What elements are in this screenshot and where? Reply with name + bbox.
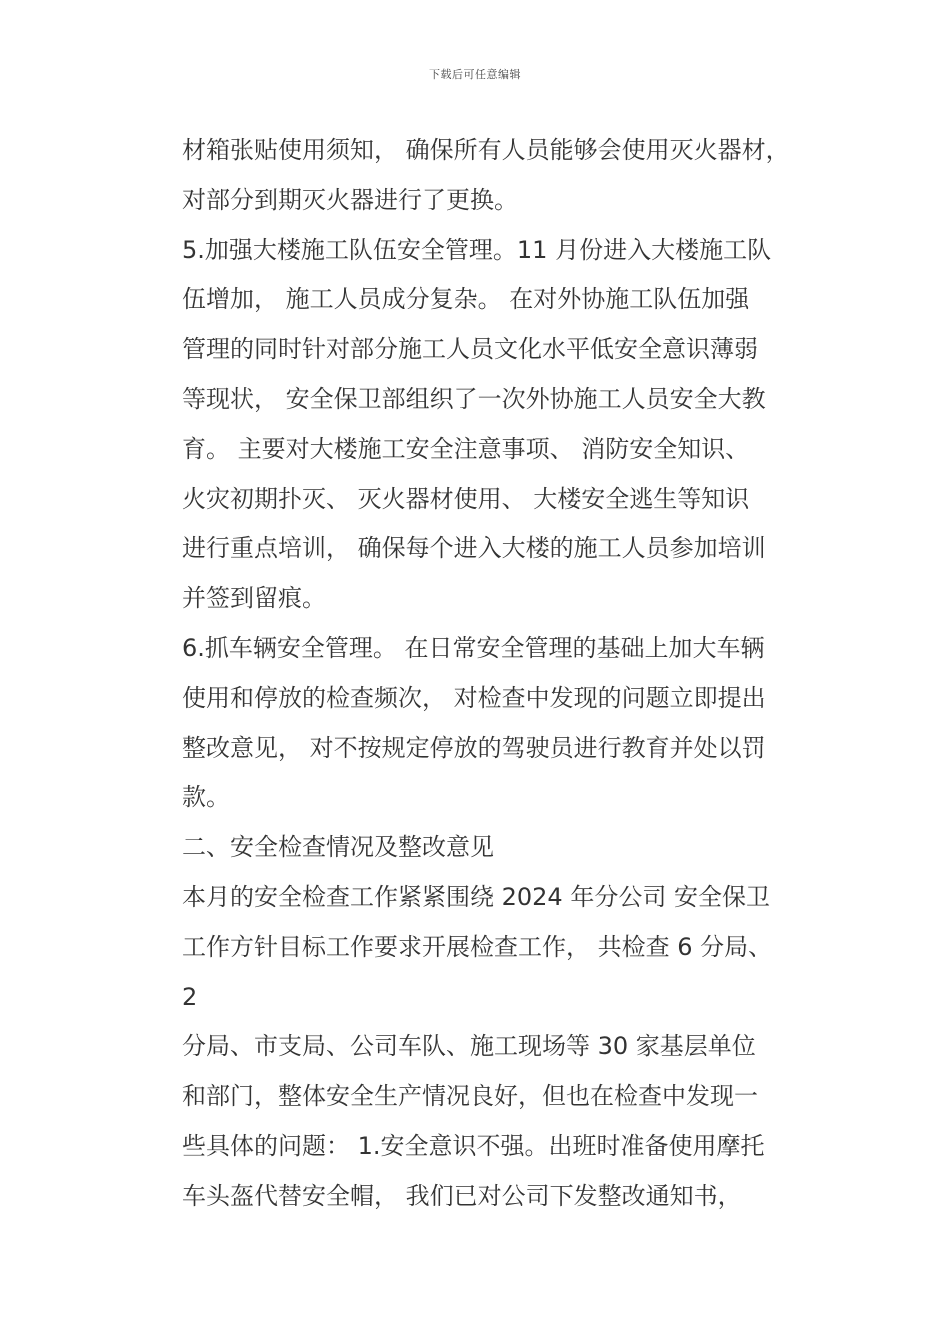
- text-line: 并签到留痕。: [182, 584, 326, 613]
- text-line: 整改意见， 对不按规定停放的驾驶员进行教育并处以罚: [182, 733, 766, 762]
- text-line: 对部分到期灭火器进行了更换。: [182, 185, 518, 214]
- text-line: 管理的同时针对部分施工人员文化水平低安全意识薄弱: [182, 335, 758, 364]
- text-line: 火灾初期扑灭、 灭火器材使用、 大楼安全逃生等知识: [182, 484, 750, 513]
- text-line: 使用和停放的检查频次， 对检查中发现的问题立即提出: [182, 683, 766, 712]
- text-line: 些具体的问题： 1.安全意识不强。出班时准备使用摩托: [182, 1131, 765, 1160]
- text-line: 伍增加， 施工人员成分复杂。 在对外协施工队伍加强: [182, 285, 750, 314]
- text-line: 本月的安全检查工作紧紧围绕 2024 年分公司 安全保卫: [182, 882, 770, 911]
- text-line: 5.加强大楼施工队伍安全管理。11 月份进入大楼施工队: [182, 235, 772, 264]
- text-line: 和部门，整体安全生产情况良好，但也在检查中发现一: [182, 1082, 758, 1111]
- text-line: 等现状， 安全保卫部组织了一次外协施工人员安全大教: [182, 384, 766, 413]
- text-line: 工作方针目标工作要求开展检查工作， 共检查 6 分局、: [182, 932, 773, 961]
- text-line: 育。 主要对大楼施工安全注意事项、 消防安全知识、: [182, 434, 750, 463]
- text-line: 进行重点培训， 确保每个进入大楼的施工人员参加培训: [182, 534, 766, 563]
- text-line: 分局、市支局、公司车队、施工现场等 30 家基层单位: [182, 1032, 756, 1061]
- text-line: 材箱张贴使用须知， 确保所有人员能够会使用灭火器材，: [182, 136, 790, 164]
- text-line: 款。: [182, 783, 230, 812]
- document-body: [182, 126, 822, 1222]
- text-line: 2: [182, 982, 198, 1011]
- section-heading: 二、安全检查情况及整改意见: [182, 833, 494, 862]
- text-line: 6.抓车辆安全管理。 在日常安全管理的基础上加大车辆: [182, 633, 765, 662]
- text-line: 车头盔代替安全帽， 我们已对公司下发整改通知书，: [182, 1181, 742, 1210]
- page-header: 下载后可任意编辑: [429, 68, 521, 81]
